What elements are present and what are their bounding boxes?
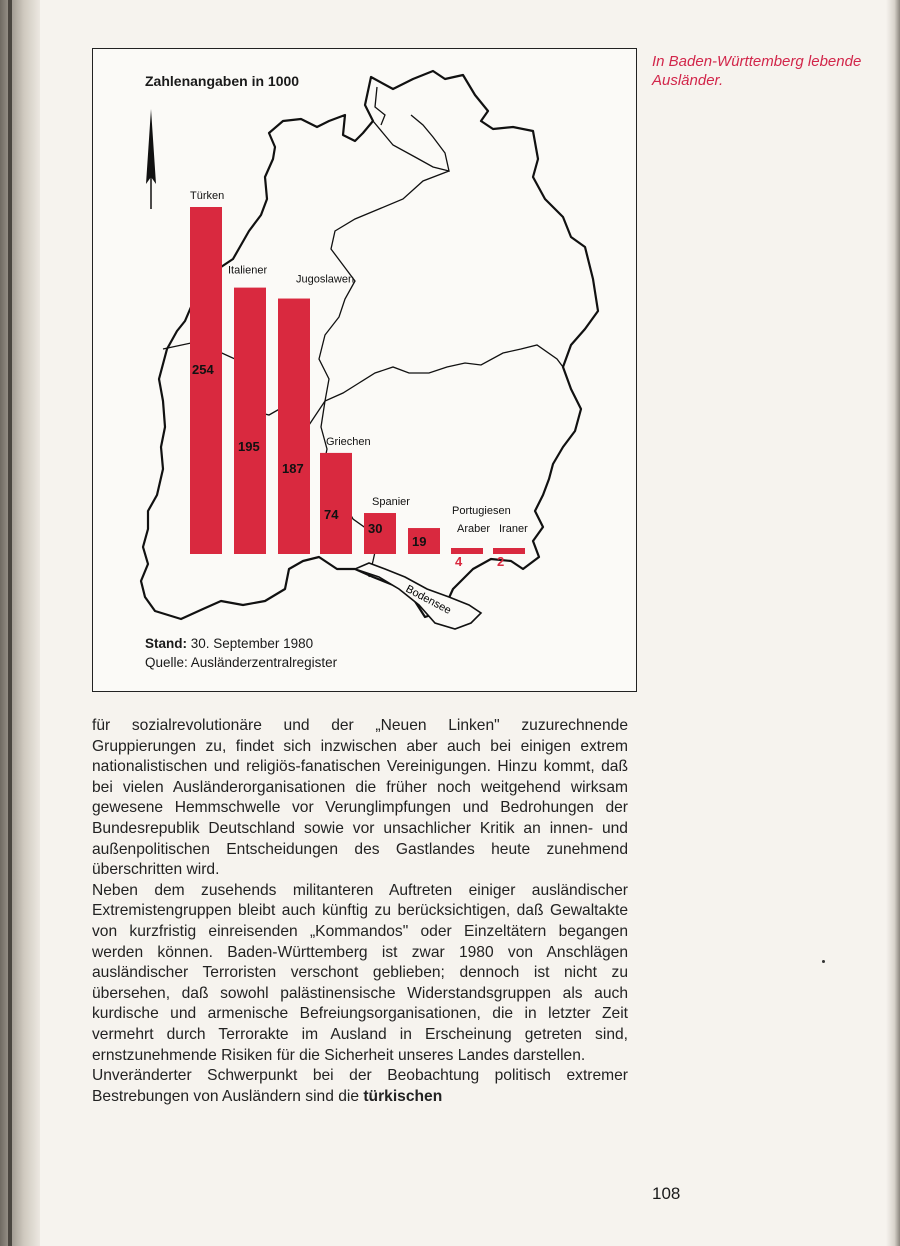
paragraph-2 xyxy=(92,881,628,1066)
figure-caption: In Baden-Württemberg lebende Ausländer. xyxy=(652,53,862,89)
spine-line xyxy=(8,0,12,1246)
bar-value-label: 19 xyxy=(412,534,427,549)
bar-value-label: 2 xyxy=(497,554,505,569)
paragraph-1-text: für sozialrevolutionäre und der „Neuen Linken" zuzurechnende Gruppierungen zu, findet sich inzwischen aber auch bei einigen extrem nationalistischen und religiös-fanatischen Vereinigungen. Hinzu kommt, daß bei vielen Ausländerorganisationen die früher noch weitgehend wirksam gewesene Hemmschwelle vor Verunglimpfungen und Bedrohungen der Bundesrepublik Deutschland sowie vor unsachlicher Kritik an innen- und außenpolitischen Entscheidungen des Gastlandes heute zunehmend überschritten wird. xyxy=(92,717,628,879)
source-text: Quelle: Ausländerzentralregister xyxy=(145,655,338,670)
figure-box xyxy=(92,48,637,692)
district-border xyxy=(319,171,449,401)
map-bar-chart xyxy=(93,49,638,693)
district-border xyxy=(163,343,563,425)
paragraph-2-text: Neben dem zusehends militanteren Auftreten einiger ausländischer Extremistengruppen bleibt auch künftig zu berücksichtigen, daß Gewaltakte von kurzfristig einreisenden „Kommandos" oder Einzeltätern begangen werden können. Baden-Württemberg ist zwar 1980 von Anschlägen ausländischer Terroristen verschont geblieben; dennoch ist nicht zu übersehen, daß sowohl palästinensische Widerstandsgruppen als auch kurdische und armenische Befreiungsorganisationen, die in letzter Zeit vermehrt durch Terrorakte im Ausland in Erscheinung getreten sind, ernstzunehmende Risiken für die Sicherheit unseres Landes darstellen. xyxy=(92,881,628,1064)
stand-value: 30. September 1980 xyxy=(190,636,314,651)
bar-category-label: Italiener xyxy=(228,264,268,277)
bar-value-label: 254 xyxy=(192,362,214,377)
district-border xyxy=(375,87,385,125)
paragraph-3-text: Unveränderter Schwerpunkt bei der Beobachtung politisch extremer Bestrebungen von Ausländern sind die xyxy=(92,1067,628,1105)
bar-category-label: Jugoslawen xyxy=(296,273,355,286)
bar-category-label: Griechen xyxy=(326,435,371,448)
bar-category-label: Türken xyxy=(190,190,225,202)
bar-italiener xyxy=(234,288,266,554)
bar-jugoslawen xyxy=(278,299,310,554)
figure-source-block xyxy=(145,634,337,672)
bar-category-label: Araber xyxy=(457,523,491,535)
stand-label: Stand: xyxy=(145,636,187,651)
paragraph-3-bold: türkischen xyxy=(363,1087,443,1105)
bar-value-label: 195 xyxy=(238,439,260,454)
stray-mark xyxy=(822,960,825,963)
bar-türken xyxy=(190,207,222,554)
bar-griechen xyxy=(320,453,352,554)
district-border xyxy=(373,115,449,171)
bar-value-label: 187 xyxy=(282,461,304,476)
body-text xyxy=(92,716,628,1107)
bar-value-label: 30 xyxy=(368,521,383,536)
north-arrow-icon xyxy=(146,109,156,209)
lake-label: Bodensee xyxy=(403,583,453,617)
paragraph-3 xyxy=(92,1066,628,1107)
bar-category-label: Iraner xyxy=(499,523,528,535)
bar-value-label: 74 xyxy=(324,507,339,522)
bar-category-label: Portugiesen xyxy=(452,505,511,518)
page-edge-shadow xyxy=(886,0,900,1246)
page-number: 108 xyxy=(652,1184,681,1203)
book-spine-shadow xyxy=(0,0,40,1246)
bar-category-label: Spanier xyxy=(372,496,410,509)
paragraph-1 xyxy=(92,716,628,881)
figure-title: Zahlenangaben in 1000 xyxy=(145,73,300,89)
bar-value-label: 4 xyxy=(455,554,463,569)
